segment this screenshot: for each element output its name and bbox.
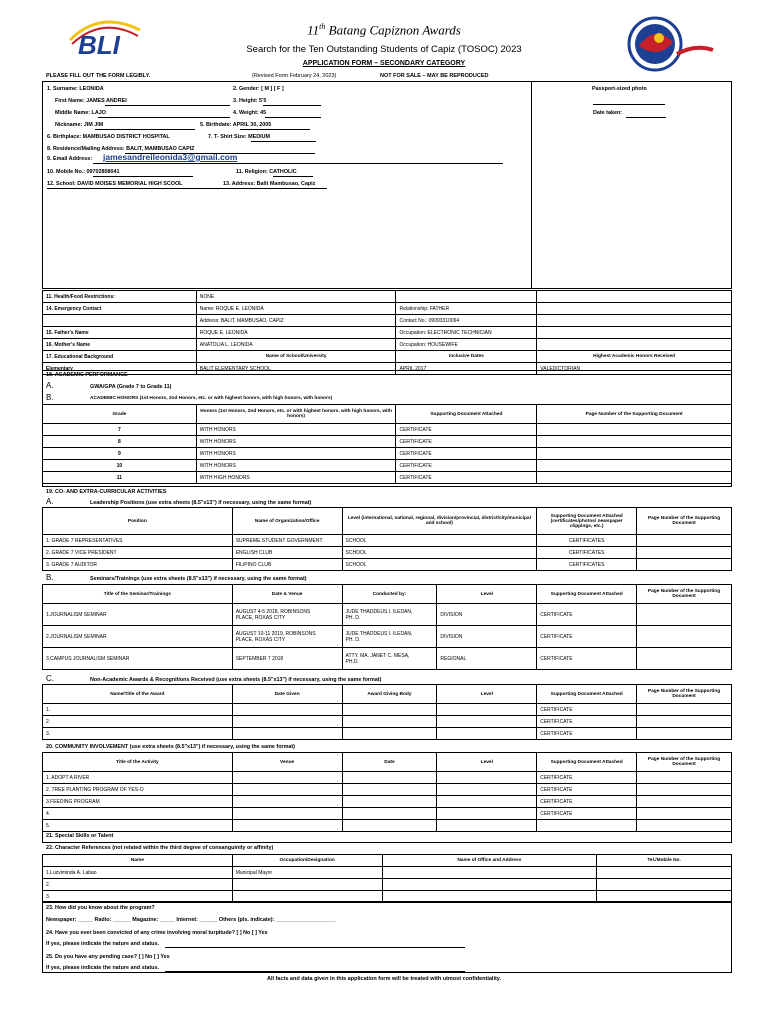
leadership-doc[interactable]: CERTIFICATES <box>537 559 637 571</box>
info-value: Highest Academic Honors Received <box>537 351 732 363</box>
honors-page[interactable] <box>537 436 732 448</box>
community-title-cell[interactable]: 2. TREE PLANTING PROGRAM OF YES-O <box>43 784 233 796</box>
award-header-row <box>43 685 732 704</box>
info-value[interactable]: Address: BALIT, MAMBUSAO, CAPIZ <box>196 315 396 327</box>
reference-name[interactable]: 2. <box>43 879 233 891</box>
honors-header: Page Number of the Supporting Document <box>537 405 732 424</box>
honors-row <box>43 472 732 484</box>
info-label: 14. Emergency Contact <box>43 303 197 315</box>
community-level[interactable] <box>437 784 537 796</box>
seminar-by[interactable] <box>342 626 437 648</box>
honors-doc[interactable]: CERTIFICATE <box>396 424 537 436</box>
award-header: Page Number of the Supporting Document <box>637 685 732 704</box>
leadership-row <box>43 559 732 571</box>
honors-value[interactable]: WITH HONORS <box>196 460 396 472</box>
honors-grade: 8 <box>43 436 197 448</box>
cocurricular-b-letter: B. <box>46 573 54 582</box>
award-doc[interactable]: CERTIFICATE <box>537 728 637 740</box>
info-label: 16. Mother's Name <box>43 339 197 351</box>
community-page[interactable] <box>637 772 732 784</box>
references-table <box>42 854 732 903</box>
q25-text[interactable]: 25. Do you have any pending case? [ ] No [ ] Yes <box>46 954 170 960</box>
community-header-row <box>43 753 732 772</box>
seminar-header: Supporting Document Attached <box>537 585 637 604</box>
community-doc[interactable]: CERTIFICATE <box>537 772 637 784</box>
honors-row <box>43 424 732 436</box>
seminar-by[interactable] <box>342 604 437 626</box>
form-title: APPLICATION FORM – SECONDARY CATEGORY <box>302 60 466 67</box>
honors-grade: 9 <box>43 448 197 460</box>
award-header: Name/Title of the Award <box>43 685 233 704</box>
community-header: Supporting Document Attached <box>537 753 637 772</box>
award-header: Supporting Document Attached <box>537 685 637 704</box>
seminar-header: Level <box>437 585 537 604</box>
seminar-date-line2: PLACE, ROXAS CITY <box>235 614 286 621</box>
info-label: 11. Health/Food Restrictions: <box>43 291 197 303</box>
leadership-header: Name of Organization/Office <box>232 508 342 535</box>
surname-field[interactable]: 1. Surname: LEONIDA <box>47 86 104 92</box>
q23-text: 23. How did you know about the program? <box>46 905 155 911</box>
community-level[interactable] <box>437 796 537 808</box>
reference-office[interactable] <box>382 879 597 891</box>
honors-doc[interactable]: CERTIFICATE <box>396 460 537 472</box>
community-row <box>43 796 732 808</box>
religion-field[interactable]: 11. Religion: CATHOLIC <box>236 169 297 175</box>
seminars-table <box>42 584 732 670</box>
cocurricular-b-text: Seminars/Trainings (use extra sheets (8.5"x13") if necessary, using the same format) <box>90 576 307 582</box>
leadership-doc[interactable]: CERTIFICATES <box>537 547 637 559</box>
award-header: Level <box>437 685 537 704</box>
seminar-page[interactable] <box>637 648 732 670</box>
seminar-title[interactable]: 2.JOURNALISM SEMINAR <box>43 626 233 648</box>
references-title: 22. Character References (not related within the third degree of consanguinity or affinity) <box>46 845 274 851</box>
reference-header-row <box>43 855 732 867</box>
award-body[interactable] <box>342 728 437 740</box>
leadership-page[interactable] <box>637 535 732 547</box>
leadership-page[interactable] <box>637 559 732 571</box>
seminar-level[interactable]: DIVISION <box>437 604 537 626</box>
weight-field[interactable]: 4. Weight: 45 <box>233 110 267 116</box>
seminar-header-row <box>43 585 732 604</box>
info-row <box>43 291 732 303</box>
honors-doc[interactable]: CERTIFICATE <box>396 436 537 448</box>
honors-header: Honors (1st Honors, 2nd Honors, etc. or with highest honors, with high honors, with honors) <box>196 405 396 424</box>
community-page[interactable] <box>637 808 732 820</box>
leadership-doc[interactable]: CERTIFICATES <box>537 535 637 547</box>
seminar-doc[interactable]: CERTIFICATE <box>537 604 637 626</box>
seminar-by[interactable] <box>342 648 437 670</box>
birthplace-field[interactable]: 6. Birthplace: MAMBUSAO DISTRICT HOSPITAL <box>47 134 170 140</box>
community-date[interactable] <box>342 820 437 832</box>
info-value[interactable]: ROQUE E. LEONIDA <box>196 327 396 339</box>
leadership-row <box>43 547 732 559</box>
community-title: 20. COMMUNITY INVOLVEMENT (use extra sheets (8.5"x13") if necessary, using the same format) <box>46 744 295 750</box>
seminar-row <box>43 626 732 648</box>
award-body[interactable] <box>342 716 437 728</box>
photo-label: Passport-sized photo <box>592 86 647 92</box>
questions-box <box>42 901 732 973</box>
awards-table <box>42 684 732 740</box>
info-value[interactable] <box>396 291 537 303</box>
community-level[interactable] <box>437 808 537 820</box>
info-value[interactable]: VALEDICTORIAN <box>537 363 732 375</box>
reference-row <box>43 879 732 891</box>
info-value[interactable]: Contact No.: 09093310094 <box>396 315 537 327</box>
community-row <box>43 784 732 796</box>
seminar-title[interactable]: 3.CAMPUS JOURNALISM SEMINAR <box>43 648 233 670</box>
academic-a-text: GWA/GPA (Grade 7 to Grade 11) <box>90 384 172 390</box>
honors-value[interactable]: WITH HONORS <box>196 424 396 436</box>
school-address-field[interactable]: 13. Address: Balit Mambusao, Capiz <box>223 181 316 187</box>
info-label <box>43 315 197 327</box>
honors-header-row <box>43 405 732 424</box>
community-venue[interactable] <box>232 784 342 796</box>
seminar-by-line2: PH.D. <box>345 658 359 665</box>
info-value[interactable] <box>537 315 732 327</box>
seminar-date-line2: PLACE, ROXAS CITY <box>235 636 286 643</box>
community-doc[interactable]: CERTIFICATE <box>537 796 637 808</box>
award-date[interactable] <box>232 704 342 716</box>
skills-title: 21. Special Skills or Talent <box>46 833 114 839</box>
community-header: Date <box>342 753 437 772</box>
community-date[interactable] <box>342 796 437 808</box>
honors-header: Supporting Document Attached <box>396 405 537 424</box>
info-value[interactable]: APRIL 2017 <box>396 363 537 375</box>
community-title-cell[interactable]: 5. <box>43 820 233 832</box>
reference-header: Name <box>43 855 233 867</box>
email-field[interactable]: jamesandreileonida3@gmail.com <box>103 152 238 162</box>
community-venue[interactable] <box>232 820 342 832</box>
leadership-header-row <box>43 508 732 535</box>
academic-honors-table <box>42 404 732 484</box>
award-doc[interactable]: CERTIFICATE <box>537 716 637 728</box>
seminar-level[interactable]: REGIONAL <box>437 648 537 670</box>
seminar-date[interactable] <box>232 648 342 670</box>
award-level[interactable] <box>437 728 537 740</box>
seminar-page[interactable] <box>637 604 732 626</box>
birthdate-field[interactable]: 5. Birthdate: APRIL 30, 2005 <box>200 122 272 128</box>
community-level[interactable] <box>437 772 537 784</box>
award-row <box>43 728 732 740</box>
reference-header: Name of Office and Address <box>382 855 597 867</box>
middle-name-field[interactable]: Middle Name: LAJO <box>55 110 106 116</box>
info-value[interactable]: Name: ROQUE E. LEONIDA <box>196 303 396 315</box>
info-value[interactable]: BALIT ELEMENTARY SCHOOL <box>196 363 396 375</box>
award-name[interactable]: 3. <box>43 728 233 740</box>
award-header: Award Giving Body <box>342 685 437 704</box>
q24-nature: If yes, please indicate the nature and status. <box>46 941 159 947</box>
reference-header: Occupation/Designation <box>232 855 382 867</box>
academic-b-letter: B. <box>46 393 54 402</box>
gender-field[interactable]: 2. Gender: [ M ] [ F ] <box>233 86 284 92</box>
cocurricular-title: 19. CO- AND EXTRA-CURRICULAR ACTIVITIES <box>46 489 167 495</box>
award-page[interactable] <box>637 704 732 716</box>
school-field[interactable]: 12. School: DAVID MOISES MEMORIAL HIGH SCOOL <box>47 181 183 187</box>
community-date[interactable] <box>342 772 437 784</box>
community-row <box>43 772 732 784</box>
info-value[interactable] <box>537 339 732 351</box>
reference-name[interactable]: 3. <box>43 891 233 903</box>
info-value: Name of School/University <box>196 351 396 363</box>
seminar-row <box>43 648 732 670</box>
community-doc[interactable]: CERTIFICATE <box>537 784 637 796</box>
honors-doc[interactable]: CERTIFICATE <box>396 448 537 460</box>
award-name[interactable]: 2. <box>43 716 233 728</box>
community-title-cell[interactable]: 3.FEEDING PROGRAM <box>43 796 233 808</box>
award-level[interactable] <box>437 704 537 716</box>
community-doc[interactable] <box>537 820 637 832</box>
honors-page[interactable] <box>537 448 732 460</box>
info-row <box>43 315 732 327</box>
info-value[interactable] <box>537 291 732 303</box>
award-row <box>43 704 732 716</box>
reference-office[interactable] <box>382 867 597 879</box>
seminar-header: Page Number of the Supporting Document <box>637 585 732 604</box>
community-table <box>42 752 732 832</box>
community-header: Venue <box>232 753 342 772</box>
reference-name[interactable]: 1.Luzviminda A. Labao <box>43 867 233 879</box>
seminar-row <box>43 604 732 626</box>
leadership-page[interactable] <box>637 547 732 559</box>
family-education-table <box>42 290 732 375</box>
community-title-cell[interactable]: 4. <box>43 808 233 820</box>
community-row <box>43 820 732 832</box>
leadership-level[interactable]: SCHOOL <box>342 535 537 547</box>
info-value[interactable] <box>537 327 732 339</box>
honors-page[interactable] <box>537 424 732 436</box>
seminar-date-line1: AUGUST 4-5 2018, ROBINSONS <box>235 608 311 615</box>
cocurricular-a-letter: A. <box>46 497 54 506</box>
honors-row <box>43 460 732 472</box>
seminar-header: Title of the Seminar/Trainings <box>43 585 233 604</box>
seminar-doc[interactable]: CERTIFICATE <box>537 648 637 670</box>
award-date[interactable] <box>232 716 342 728</box>
info-label: 15. Father's Name <box>43 327 197 339</box>
award-doc[interactable]: CERTIFICATE <box>537 704 637 716</box>
leadership-position[interactable]: 2. GRADE 7 VICE PRESIDENT <box>43 547 233 559</box>
award-body[interactable] <box>342 704 437 716</box>
info-label: 17. Educational Background <box>43 351 197 363</box>
leadership-level[interactable]: SCHOOL <box>342 559 537 571</box>
honors-page[interactable] <box>537 472 732 484</box>
nickname-field[interactable]: Nickname: JIM JIM <box>55 122 104 128</box>
community-title-cell[interactable]: 1. ADOPT A RIVER <box>43 772 233 784</box>
seminar-header: Date & Venue <box>232 585 342 604</box>
reference-occupation[interactable]: Municipal Mayor <box>232 867 382 879</box>
date-taken-field[interactable]: Date taken: <box>593 110 623 116</box>
height-field[interactable]: 3. Height: 5'5 <box>233 98 267 104</box>
community-page[interactable] <box>637 784 732 796</box>
reference-phone[interactable] <box>597 879 732 891</box>
leadership-level[interactable]: SCHOOL <box>342 547 537 559</box>
cocurricular-a-text: Leadership Positions (use extra sheets (8.5"x13") if necessary, using the same format) <box>90 500 312 506</box>
honors-value[interactable]: WITH HONORS <box>196 436 396 448</box>
note-legibly: PLEASE FILL OUT THE FORM LEGIBLY. <box>46 73 151 79</box>
community-venue[interactable] <box>232 772 342 784</box>
honors-row <box>43 436 732 448</box>
info-value: Inclusive Dates <box>396 351 537 363</box>
info-value[interactable]: Relationship: FATHER <box>396 303 537 315</box>
info-row <box>43 351 732 363</box>
residence-field[interactable]: 8. Residence/Mailing Address: BALIT, MAMBUSAO CAPIZ <box>47 146 195 152</box>
community-header: Level <box>437 753 537 772</box>
seminar-by-line1: JUDE THADDEUS I. ILEDAN, <box>345 630 413 637</box>
cocurricular-c-text: Non-Academic Awards & Recognitions Received (use extra sheets (8.5"x13") if necessary, using the same format) <box>90 677 382 683</box>
community-header: Page Number of the Supporting Document <box>637 753 732 772</box>
honors-value[interactable]: WITH HIGH HONORS <box>196 472 396 484</box>
academic-title: 18. ACADEMIC PERFORMANCE <box>46 372 128 378</box>
community-date[interactable] <box>342 784 437 796</box>
award-name[interactable]: 1. <box>43 704 233 716</box>
honors-grade: 10 <box>43 460 197 472</box>
q23-options[interactable]: Newspaper: _____ Radio: ______ Magazine: _____ Internet: ______ Others (pls. indicate): ____________________ <box>46 917 336 923</box>
award-date[interactable] <box>232 728 342 740</box>
note-revised: (Revised Form February 24, 2023) <box>252 73 337 79</box>
academic-b-text: ACADEMIC HONORS (1st Honors, 2nd Honors, etc. or with highest honors, with high honors, with honors) <box>90 396 333 401</box>
info-row <box>43 303 732 315</box>
leadership-org[interactable]: ENGLISH CLUB <box>232 547 342 559</box>
bli-logo-text: BLI <box>78 30 120 60</box>
award-header: Date Given <box>232 685 342 704</box>
info-row <box>43 339 732 351</box>
seminar-date[interactable] <box>232 626 342 648</box>
seminar-doc[interactable]: CERTIFICATE <box>537 626 637 648</box>
info-value[interactable]: Occupation: ELECTRONIC TECHNICIAN <box>396 327 537 339</box>
reference-row <box>43 867 732 879</box>
academic-a-letter: A. <box>46 381 54 390</box>
reference-phone[interactable] <box>597 867 732 879</box>
honors-page[interactable] <box>537 460 732 472</box>
seminar-by-line1: JUDE THADDEUS I. ILEDAN, <box>345 608 413 615</box>
seminar-level[interactable]: DIVISION <box>437 626 537 648</box>
community-row <box>43 808 732 820</box>
leadership-header: Position <box>43 508 233 535</box>
reference-occupation[interactable] <box>232 879 382 891</box>
honors-grade: 7 <box>43 424 197 436</box>
note-not-for-sale: NOT FOR SALE – MAY BE REPRODUCED <box>380 73 489 79</box>
shirt-size-field[interactable]: 7. T- Shirt Size: MEDIUM <box>208 134 270 140</box>
q25-nature: If yes, please indicate the nature and status. <box>46 965 159 971</box>
leadership-org[interactable]: FILIPINO CLUB <box>232 559 342 571</box>
community-header: Title of the Activity <box>43 753 233 772</box>
seminar-by-line2: PH. D. <box>345 636 361 643</box>
leadership-header: Level (international, national, regional, division/provincial, district/city/municipal and school) <box>342 508 537 535</box>
leadership-position[interactable]: 3. GRADE 7 AUDITOR <box>43 559 233 571</box>
mobile-field[interactable]: 10. Mobile No.: 09702808041 <box>47 169 120 175</box>
community-level[interactable] <box>437 820 537 832</box>
seminar-title[interactable]: 1.JOURNALISM SEMINAR <box>43 604 233 626</box>
award-level[interactable] <box>437 716 537 728</box>
award-page[interactable] <box>637 716 732 728</box>
personal-info-box <box>42 81 732 289</box>
leadership-position[interactable]: 1. GRADE 7 REPRESENTATIVES <box>43 535 233 547</box>
confidentiality-footer: All facts and data given in this application form will be treated with utmost confidentiality. <box>267 976 501 982</box>
info-row <box>43 327 732 339</box>
seminar-by-line2: PH. D. <box>345 614 361 621</box>
community-doc[interactable]: CERTIFICATE <box>537 808 637 820</box>
seminar-date[interactable] <box>232 604 342 626</box>
program-subtitle: Search for the Ten Outstanding Students of Capiz (TOSOC) 2023 <box>246 44 522 55</box>
honors-doc[interactable]: CERTIFICATE <box>396 472 537 484</box>
community-page[interactable] <box>637 820 732 832</box>
community-page[interactable] <box>637 796 732 808</box>
honors-header: Grade <box>43 405 197 424</box>
award-row <box>43 716 732 728</box>
seminar-header: Conducted by: <box>342 585 437 604</box>
info-value[interactable] <box>537 303 732 315</box>
leadership-header: Supporting Document Attached (certificates/photos/ newspaper clippings, etc.) <box>537 508 637 535</box>
leadership-row <box>43 535 732 547</box>
leadership-org[interactable]: SUPREME STUDENT GOVERNMENT <box>232 535 342 547</box>
seminar-date-line1: AUGUST 10-11 2019, ROBINSONS <box>235 630 316 637</box>
leadership-header: Page Number of the Supporting Document <box>637 508 732 535</box>
seminar-date-line1: SEPTEMBER 7 2018 <box>235 655 284 662</box>
info-label: Elementary <box>43 363 197 375</box>
program-title: 11th Batang Capiznon Awards <box>307 22 461 38</box>
info-value[interactable]: Occupation: HOUSEWIFE <box>396 339 537 351</box>
seminar-by-line1: ATTY. MA. JANET C. MESA, <box>345 652 410 659</box>
award-page[interactable] <box>637 728 732 740</box>
leadership-table <box>42 507 732 571</box>
info-value[interactable]: NONE <box>196 291 396 303</box>
q24-text[interactable]: 24. Have you ever been convicted of any crime involving moral turpitude? [ ] No [ ] Yes <box>46 930 268 936</box>
community-venue[interactable] <box>232 796 342 808</box>
community-date[interactable] <box>342 808 437 820</box>
email-label: 9. Email Address: <box>47 156 93 162</box>
honors-value[interactable]: WITH HONORS <box>196 448 396 460</box>
community-venue[interactable] <box>232 808 342 820</box>
cocurricular-c-letter: C. <box>46 674 54 683</box>
first-name-field[interactable]: First Name: JAMES ANDREI <box>55 98 127 104</box>
reference-header: Tel./Mobile No. <box>597 855 732 867</box>
honors-grade: 11 <box>43 472 197 484</box>
info-value[interactable]: ANATOLIA L. LEONIDA <box>196 339 396 351</box>
honors-row <box>43 448 732 460</box>
seminar-page[interactable] <box>637 626 732 648</box>
